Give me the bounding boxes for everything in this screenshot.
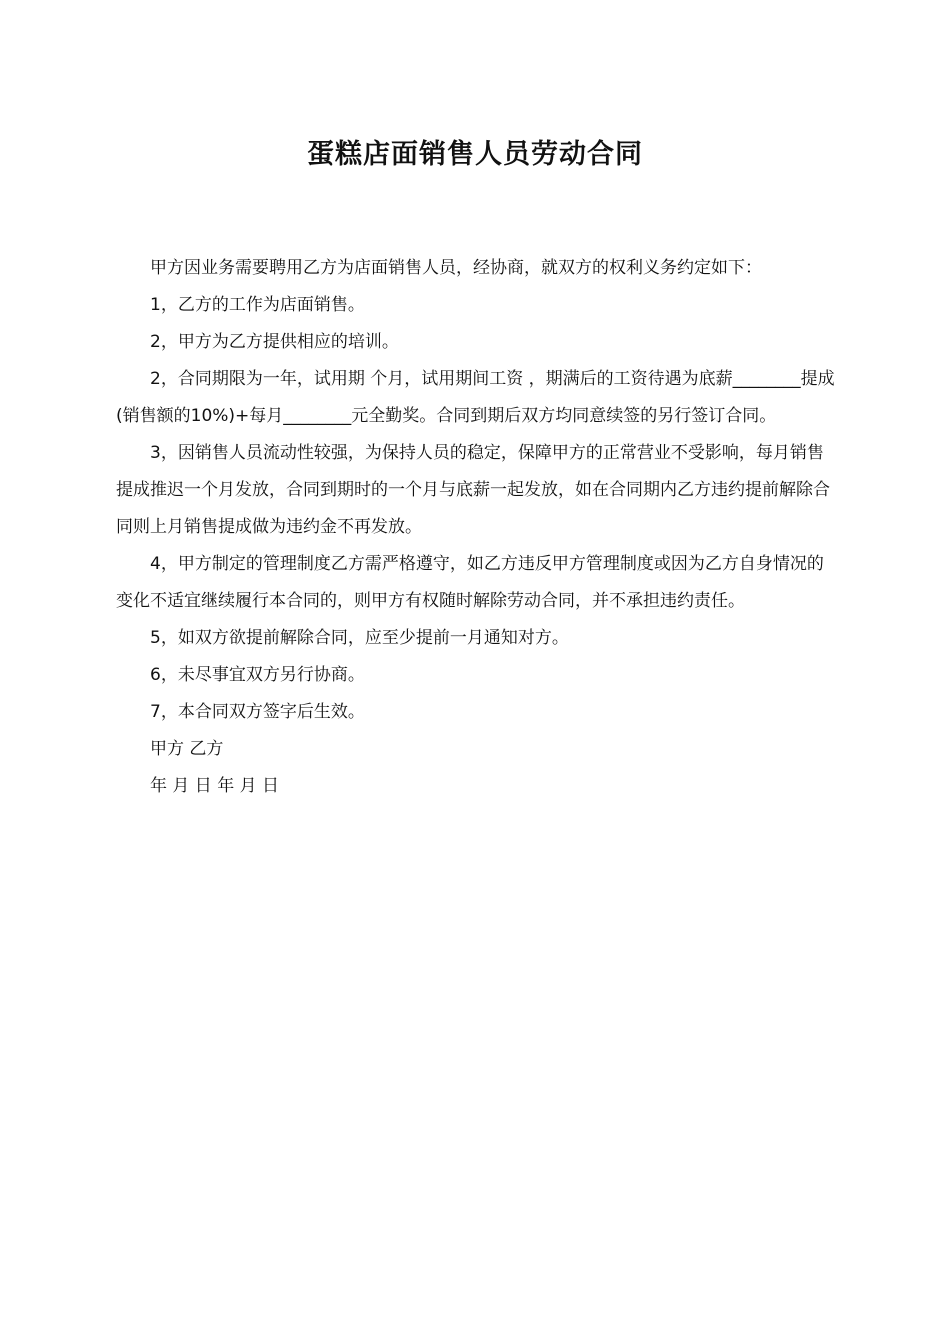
clause-7: 7，本合同双方签字后生效。	[150, 702, 365, 722]
clause-2-term: 2，合同期限为一年，试用期 个月，试用期间工资 ，期满后的工资待遇为底薪________提成(销售额的10%)+每月________元全勤奖。合同到期后双方均同意续签的另行签订合同。	[116, 369, 835, 426]
clause-3: 3，因销售人员流动性较强，为保持人员的稳定，保障甲方的正常营业不受影响，每月销售提成推迟一个月发放，合同到期时的一个月与底薪一起发放，如在合同期内乙方违约提前解除合同则上月销售提成做为违约金不再发放。	[116, 443, 830, 537]
document-body	[116, 250, 836, 805]
clause-4: 4，甲方制定的管理制度乙方需严格遵守，如乙方违反甲方管理制度或因为乙方自身情况的变化不适宜继续履行本合同的，则甲方有权随时解除劳动合同，并不承担违约责任。	[116, 554, 824, 611]
signature-parties: 甲方 乙方	[150, 739, 224, 759]
document-title: 蛋糕店面销售人员劳动合同	[307, 139, 643, 170]
clause-6: 6，未尽事宜双方另行协商。	[150, 665, 365, 685]
intro-paragraph: 甲方因业务需要聘用乙方为店面销售人员，经协商，就双方的权利义务约定如下：	[150, 258, 762, 278]
clause-1: 1，乙方的工作为店面销售。	[150, 295, 365, 315]
clause-2-training: 2，甲方为乙方提供相应的培训。	[150, 332, 399, 352]
clause-5: 5，如双方欲提前解除合同，应至少提前一月通知对方。	[150, 628, 569, 648]
signature-dates: 年 月 日 年 月 日	[150, 776, 280, 796]
